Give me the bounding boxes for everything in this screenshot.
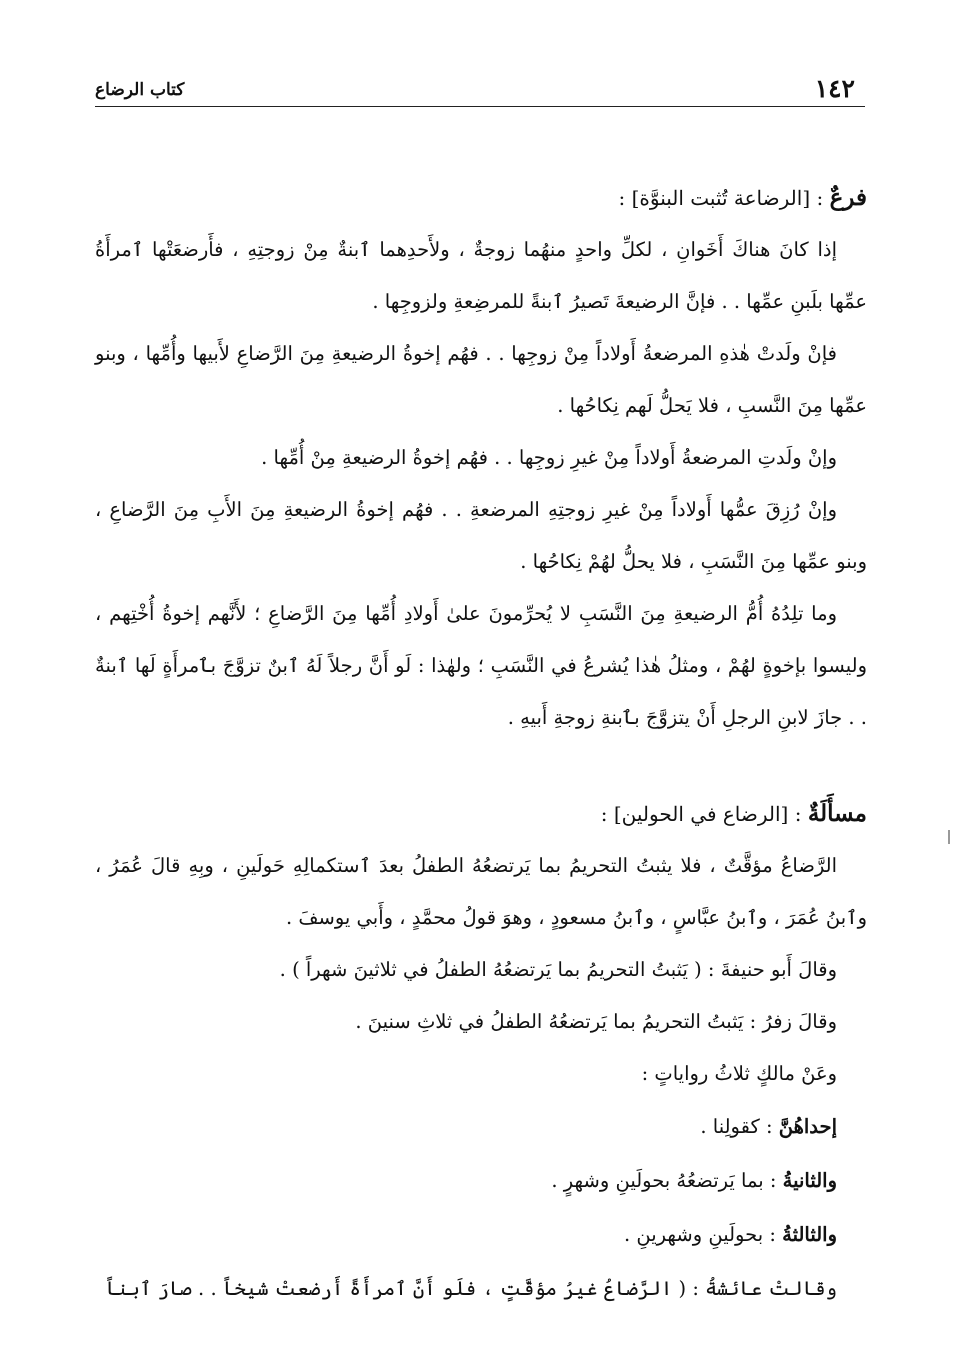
main-text bbox=[95, 172, 867, 1316]
section-heading-word: مسأَلَةٌ bbox=[807, 800, 867, 827]
paragraph: وما تلِدُهُ أُمُّ الرضيعةِ مِنَ النَّسَبِ لا يُحرِّمونَ علىٰ أَولادِ أُمِّها مِنَ الرَّضاعِ ؛ لأَنَّهم إخوةُ أُخْتِهم ، وليسوا بإخوةٍ لهُمْ ، ومثلُ هٰذا يُشرعُ في النَّسَبِ ؛ ولهٰذا : لَو أَنَّ رجلاً لَهُ ٱبنٌ تزوَّجَ بٱمرأَةٍ لَها ٱبنةٌ . . جازَ لابنِ الرجلِ أَنْ يتزوَّجَ بٱبنةِ زوجةِ أَبيهِ . bbox=[95, 602, 867, 729]
list-item-text: : كقولِنا . bbox=[700, 1115, 779, 1138]
paragraph-continued: وقالتْ عائشةُ : ( الرَّضاعُ غيرُ مؤقَّتٍ ، فلَو أَنَّ ٱمرأَةً أَرضعتْ شيخاً . . صارَ ٱبناً bbox=[105, 1277, 837, 1300]
paragraph: وعَنْ مالكٍ ثلاثُ رواياتٍ : bbox=[641, 1062, 837, 1085]
paragraph: وإنْ ولَدتِ المرضعةُ أَولاداً مِنْ غيرِ زوجِها . . فهُم إخوةُ الرضيعةِ مِنْ أُمِّها . bbox=[261, 446, 837, 469]
list-item bbox=[95, 1208, 867, 1262]
page-number: ١٤٢ bbox=[814, 74, 855, 103]
section-heading-2 bbox=[95, 788, 867, 840]
section-heading-1 bbox=[95, 172, 867, 224]
section-heading-title: : [الرضاع في الحولين] : bbox=[600, 802, 808, 826]
paragraph: إذا كانَ هناكَ أَخَوانِ ، لكلِّ واحدٍ منهُما زوجةٌ ، ولأَحدِهما ٱبنةٌ مِنْ زوجتِهِ ، فأَرضعَتْها ٱمرأَةُ عمِّها بلَبنِ عمِّها . . فإنَّ الرضيعةَ تَصيرُ ٱبنةً للمرضِعةِ ولزوجِها . bbox=[95, 238, 867, 313]
list-item bbox=[95, 1100, 867, 1154]
book-title: كتاب الرضاع bbox=[95, 80, 185, 100]
paragraph: الرَّضاعُ مؤقَّتٌ ، فلا يثبتُ التحريمُ بما يَرتضعُهُ الطفلُ بعدَ ٱستكمالِهِ حَولَينِ ، وبِهِ قالَ عُمَرُ ، وٱبنُ عُمَرَ ، وٱبنُ عبَّاسٍ ، وٱبنُ مسعودٍ ، وهوَ قولُ محمَّدٍ ، وأَبي يوسفَ . bbox=[95, 854, 867, 929]
section-heading-title: : [الرضاعة تُثبت البنوَّة] : bbox=[618, 186, 830, 210]
section-heading-word: فرعٌ bbox=[829, 184, 867, 211]
scan-mark bbox=[948, 830, 950, 844]
list-item-text: : بحولَينِ وشهرينِ . bbox=[624, 1223, 783, 1246]
list-item-label: والثانيةُ bbox=[782, 1169, 837, 1192]
list-item-text: : بما يَرتضعُهُ بحولَينِ وشهرٍ . bbox=[551, 1169, 783, 1192]
paragraph: وقالَ زفرُ : يَثبتُ التحريمُ بما يَرتضعُهُ الطفلُ في ثلاثِ سنينَ . bbox=[355, 1010, 837, 1033]
list-item-label: والثالثةُ bbox=[782, 1223, 837, 1246]
running-header bbox=[95, 72, 865, 107]
section-spacer bbox=[95, 744, 867, 788]
list-item-label: إحداهُنَّ bbox=[778, 1115, 837, 1138]
paragraph: وقالَ أَبو حنيفةَ : ( يَثبتُ التحريمُ بما يَرتضعُهُ الطفلُ في ثلاثينَ شهراً ) . bbox=[279, 958, 837, 981]
paragraph: فإنْ ولَدتْ هٰذهِ المرضعةُ أَولاداً مِنْ زوجِها . . فهُم إخوةُ الرضيعةِ مِنَ الرَّضاعِ لأَبيها وأُمِّها ، وبنو عمِّها مِنَ النَّسبِ ، فلا يَحلُّ لَهم نِكاحُها . bbox=[95, 342, 867, 417]
paragraph: وإنْ رُزِقَ عمُّها أَولاداً مِنْ غيرِ زوجتِهِ المرضعةِ . . فهُم إخوةُ الرضيعةِ مِنَ الأَبِ مِنَ الرَّضاعِ ، وبنو عمِّها مِنَ النَّسَبِ ، فلا يحلُّ لهُمْ نِكاحُها . bbox=[95, 498, 867, 573]
list-item bbox=[95, 1154, 867, 1208]
